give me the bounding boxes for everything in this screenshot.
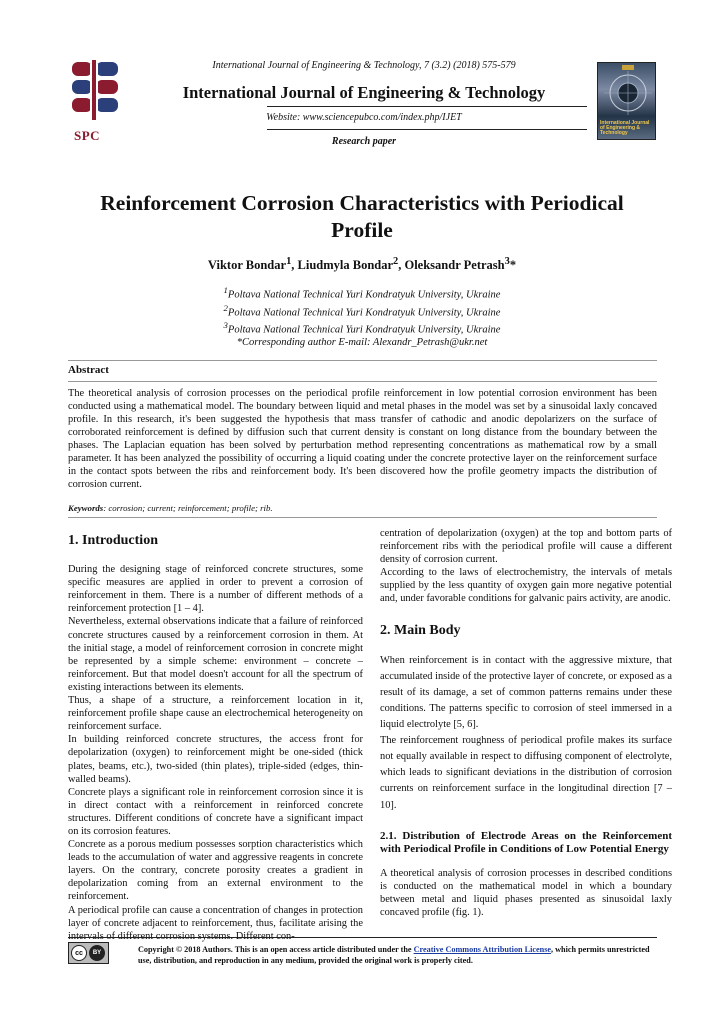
attribution-icon: BY bbox=[89, 945, 105, 961]
main-body-paragraph: When reinforcement is in contact with the aggressive mixture, that accumulated inside of the protective layer of concrete, or exposed as a result of its damage, a set of common patterns remains under these conditions. The patterns specific to corrosion of steel immersed in a liquid electrolyte [5, 6]. bbox=[380, 654, 672, 731]
author-affil-sup: 3 bbox=[504, 256, 510, 267]
header-divider bbox=[267, 129, 587, 130]
right-column bbox=[380, 527, 672, 919]
abstract-top-rule bbox=[68, 360, 657, 361]
corresponding-mark: * bbox=[509, 258, 517, 273]
author-name: Viktor Bondar bbox=[207, 258, 287, 273]
header-divider bbox=[267, 106, 587, 107]
spc-logo-icon bbox=[64, 56, 128, 128]
author-affil-sup: 2 bbox=[393, 256, 399, 267]
affiliation-line: $^1$Poltava National Technical Yuri Kondratyuk University, Ukraine bbox=[223, 285, 501, 301]
section-heading-main-body: 2. Main Body bbox=[380, 622, 461, 638]
subsection-paragraph: A theoretical analysis of corrosion processes in described conditions is conducted on the mathematical model in which a boundary between metal and liquid phases presented as sinusoidal laxly concaved profile (fig. 1). bbox=[380, 867, 672, 918]
section-heading-introduction: 1. Introduction bbox=[68, 533, 158, 548]
keywords-label: Keywords bbox=[68, 503, 104, 513]
intro-paragraph: In building reinforced concrete structures, the access front for depolarization (oxygen) to reinforcement might be one-sided (thick plates, beams, etc.), two-sided (thin plates), triple-sided (edges, thin-walled beams). bbox=[68, 734, 363, 785]
journal-website[interactable]: Website: www.sciencepubco.com/index.php/IJET bbox=[266, 112, 462, 123]
abstract-heading: Abstract bbox=[68, 364, 109, 376]
copyright-text-pre: Copyright © 2018 Authors. This is an open access article distributed under the bbox=[138, 945, 414, 954]
journal-title: International Journal of Engineering & Technology bbox=[182, 83, 546, 102]
keywords-text: : corrosion; current; reinforcement; profile; rib. bbox=[103, 503, 273, 513]
intro-paragraph: Thus, a shape of a structure, a reinforcement location in it, reinforcement profile shape cause an electrochemical heterogeneity on reinforcement surface. bbox=[68, 695, 363, 733]
intro-paragraph-continued: centration of depolarization (oxygen) at the top and bottom parts of reinforcement ribs with the periodical profile will cause a different density of corrosion current. bbox=[380, 528, 672, 566]
journal-header bbox=[64, 56, 664, 146]
intro-paragraph: During the designing stage of reinforced concrete structures, some specific measures are applied in order to prevent a corrosion of reinforcement in them. There is a number of different methods of a reinforcement protection [1 – 4]. bbox=[68, 564, 363, 615]
author-name: Oleksandr Petrash bbox=[404, 258, 505, 273]
spc-logo bbox=[64, 56, 128, 144]
paper-title: Reinforcement Corrosion Characteristics with Periodical Profile bbox=[100, 191, 624, 242]
corresponding-author[interactable]: *Corresponding author E-mail: Alexandr_Petrash@ukr.net bbox=[236, 336, 488, 348]
copyright-notice bbox=[138, 944, 658, 966]
keywords-bottom-rule bbox=[68, 517, 657, 518]
paper-type: Research paper bbox=[331, 136, 397, 147]
author-name: Liudmyla Bondar bbox=[297, 258, 394, 273]
cc-license-badge[interactable] bbox=[68, 942, 109, 964]
affiliation-line: $^2$Poltava National Technical Yuri Kondratyuk University, Ukraine bbox=[223, 302, 501, 318]
license-link[interactable]: Creative Commons Attribution License bbox=[413, 945, 552, 954]
affiliation-line: $^3$Poltava National Technical Yuri Kondratyuk University, Ukraine bbox=[223, 320, 501, 336]
intro-paragraph: Concrete plays a significant role in reinforcement corrosion since it is in direct contact with a reinforcement in reinforced concrete structures. Different conditions of concrete have a significant impact on its corrosion features. bbox=[68, 786, 363, 837]
spc-logo-text: SPC bbox=[74, 128, 101, 143]
keywords bbox=[68, 503, 657, 513]
copyright-text-post: , which permits unrestricted use, distribution, and reproduction in any medium, provided the original work is properly cited. bbox=[138, 945, 650, 965]
main-body-paragraph: The reinforcement roughness of periodical profile makes its surface not equally available in respect to diffusing component of electrolyte, which leads to significant deviations in the distribution of corrosion currents on reinforcement surface in the longitudinal direction [7 – 10]. bbox=[380, 735, 672, 811]
cover-art-icon bbox=[598, 63, 656, 123]
intro-paragraph: Concrete as a porous medium possesses sorption characteristics which leads to the accumulation of water and aggressive reagents in concrete layers. On the contrary, concrete porosity creates a gradient in depolarization coming from an external environment to the reinforcement. bbox=[68, 839, 363, 903]
author-affil-sup: 1 bbox=[286, 256, 292, 267]
journal-cover-image bbox=[597, 62, 656, 140]
intro-paragraph: According to the laws of electrochemistry, the intervals of metals supplied by the less quantity of oxygen gain more negative potential and, under favorable conditions for galvanic pairs activity, are anodic. bbox=[380, 567, 672, 605]
abstract-text: The theoretical analysis of corrosion processes on the periodical profile reinforcement in low potential corrosion environment has been conducted using a mathematical model. The boundary between liquid and metal phases in the model was set by a sinusoidal laxly concaved profile. In this research, it's been suggested the hypothesis that mass transfer of cathodic and anodic depolarizers on the surface of corroborated reinforcement is defined by diffusion such that current density is constant on long distance from the boundary between the phases. The Laplacian equation has been solved by perturbation method representing concentrations as mathematical row by a small parameter. It has been analyzed the possibility of occurring a liquid coating under the concrete protective layer on the reinforcement surface in the contact spots between the ribs and reinforcement body. It's been discovered how the profile geometry impacts the distribution of corrosion current. bbox=[68, 388, 657, 490]
left-column bbox=[68, 534, 363, 943]
cc-icon: cc bbox=[71, 945, 87, 961]
citation-line: International Journal of Engineering & Technology, 7 (3.2) (2018) 575-579 bbox=[212, 60, 516, 71]
intro-paragraph: Nevertheless, external observations indicate that a failure of reinforced concrete structures caused by a reinforcement corrosion in them. At the initial stage, a model of reinforcement corrosion in concrete might be represented by a simple scheme: environment – concrete – reinforcement. But that model doesn't account for all the spectrum of existing interactions between its elements. bbox=[68, 616, 363, 693]
footer-rule bbox=[68, 937, 657, 938]
author-list: Viktor Bondar$^1$, Liudmyla Bondar$^2$, Oleksandr Petrash$^3$* bbox=[207, 256, 517, 273]
affiliations bbox=[70, 284, 654, 349]
intro-paragraph-split: A periodical profile can cause a concentration of changes in protection layer of concrete adjacent to reinforcement, thus, facilitate arising the bbox=[68, 904, 363, 929]
cover-title: International Journal of Engineering & Technology bbox=[600, 120, 650, 136]
subsection-heading: 2.1. Distribution of Electrode Areas on the Reinforcement with Periodical Profile in Conditions of Low Potential Energy bbox=[380, 829, 672, 856]
abstract-heading-rule bbox=[68, 381, 657, 382]
